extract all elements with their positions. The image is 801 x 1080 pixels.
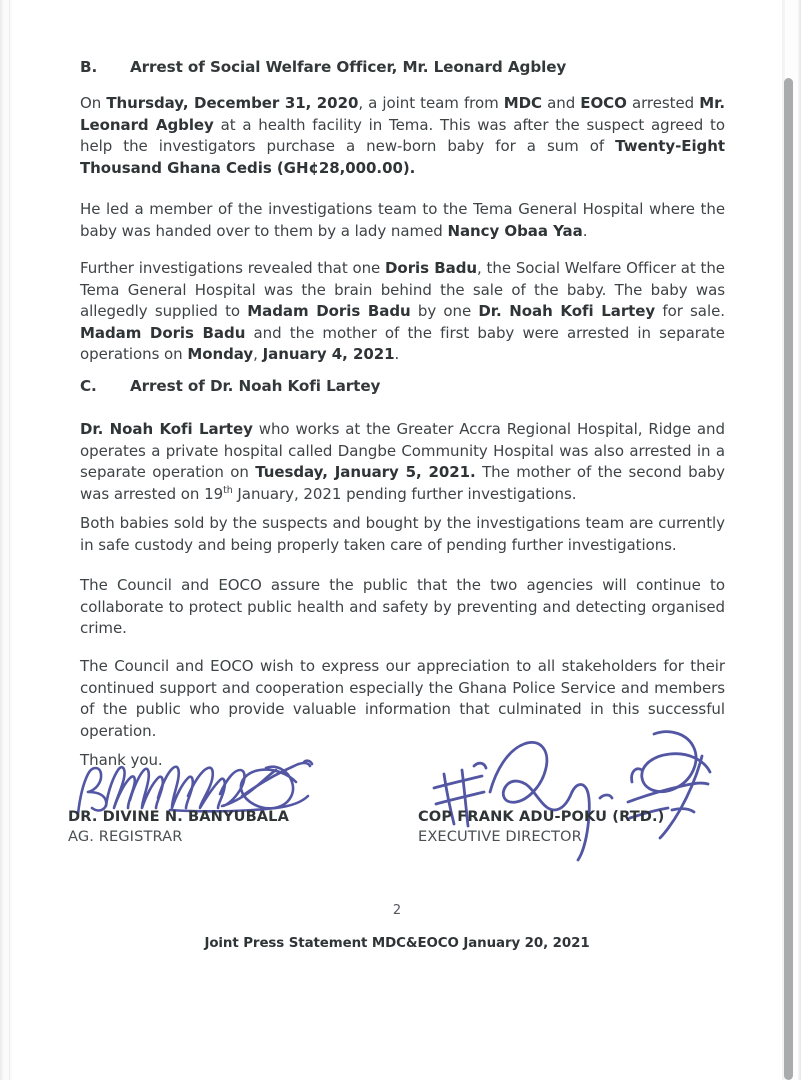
paragraph-baby-handover: He led a member of the investigations team to the Tema General Hospital where the baby was handed over to them by a lady named Nancy Obaa Yaa. [80, 200, 725, 240]
paragraph-further-investigations: Further investigations revealed that one Doris Badu, the Social Welfare Officer at the Tema General Hospital was the brain behind the sale of the baby. The baby was allegedly supplied to Madam Doris Badu by one Dr. Noah Kofi Lartey for sale. Madam Doris Badu and the mother of the first baby were arrested in separate operations on Monday, January 4, 2021. [80, 259, 725, 363]
section-title-c: Arrest of Dr. Noah Kofi Lartey [130, 377, 381, 395]
paragraph-babies-custody: Both babies sold by the suspects and bought by the investigations team are currently in safe custody and being properly taken care of pending further investigations. [80, 514, 725, 554]
document-page [12, 0, 782, 1080]
signature-adu-poku [432, 726, 742, 866]
paragraph-appreciation: The Council and EOCO wish to express our appreciation to all stakeholders for their continued support and cooperation especially the Ghana Police Service and members of the public who provide valuable information that culminated in this successful operation. [80, 657, 725, 740]
paragraph-arrest-agbley: On Thursday, December 31, 2020, a joint team from MDC and EOCO arrested Mr. Leonard Agbley at a health facility in Tema. This was after the suspect agreed to help the investigators purchase a new-born baby for a sum of Twenty-Eight Thousand Ghana Cedis (GH¢28,000.00). [80, 94, 725, 177]
signatory-name-director: COP FRANK ADU-POKU (RTD.) [418, 808, 665, 825]
section-letter-b: B. [80, 58, 98, 76]
vertical-scrollbar-thumb[interactable] [784, 78, 793, 1080]
section-heading-b [80, 58, 725, 76]
vertical-scrollbar-track[interactable] [785, 0, 798, 1080]
signatory-title-director: EXECUTIVE DIRECTOR [418, 828, 582, 845]
section-heading-c [80, 377, 725, 395]
signatory-name-registrar: DR. DIVINE N. BANYUBALA [68, 808, 289, 825]
viewer-left-rule [9, 0, 10, 1080]
page-number: 2 [392, 903, 402, 918]
paragraph-arrest-lartey: Dr. Noah Kofi Lartey who works at the Greater Accra Regional Hospital, Ridge and operates a private hospital called Dangbe Community Hospital was also arrested in a separate operation on Tuesday, January 5, 2021. The mother of the second baby was arrested on 19th January, 2021 pending further investigations. [80, 420, 726, 503]
paragraph-council-assurance: The Council and EOCO assure the public that the two agencies will continue to collaborate to protect public health and safety by preventing and detecting organised crime. [80, 576, 725, 637]
viewer-left-edge [0, 0, 3, 1080]
footer-statement: Joint Press Statement MDC&EOCO January 20, 2021 [204, 936, 590, 951]
section-title-b: Arrest of Social Welfare Officer, Mr. Leonard Agbley [130, 58, 567, 76]
signatory-title-registrar: AG. REGISTRAR [68, 828, 183, 845]
closing-line: Thank you. [80, 751, 163, 769]
section-letter-c: C. [80, 377, 97, 395]
